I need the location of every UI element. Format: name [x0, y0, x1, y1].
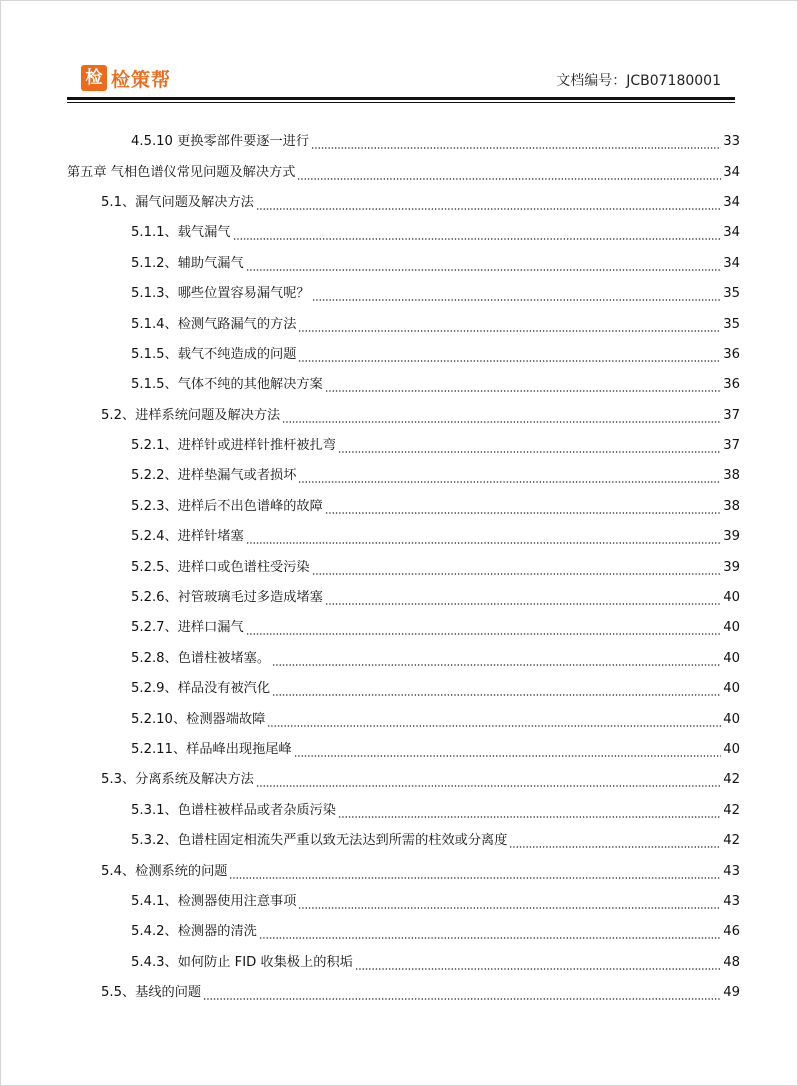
toc-leader-dots [338, 807, 721, 821]
toc-entry[interactable] [67, 461, 740, 491]
toc-leader-dots [246, 260, 722, 274]
toc-leader-dots [272, 655, 721, 669]
toc-leader-dots [229, 868, 721, 882]
toc-entry[interactable] [67, 765, 740, 795]
toc-leader-dots [272, 685, 721, 699]
toc-entry-page: 40 [723, 742, 740, 757]
toc-leader-dots [282, 412, 721, 426]
toc-entry-title: 5.2.4、进样针堵塞 [131, 529, 244, 545]
logo-text: 检策帮 [111, 68, 172, 91]
brand-logo [81, 63, 171, 93]
toc-leader-dots [325, 503, 721, 517]
toc-entry[interactable] [67, 704, 740, 734]
toc-leader-dots [311, 138, 721, 152]
toc-leader-dots [256, 776, 721, 790]
toc-leader-dots [325, 381, 721, 395]
toc-entry-title: 5.4、检测系统的问题 [101, 863, 228, 879]
toc-entry-title: 5.1、漏气问题及解决方法 [101, 194, 254, 210]
toc-leader-dots [298, 351, 721, 365]
toc-entry[interactable] [67, 948, 740, 978]
toc-entry-title: 5.3.2、色谱柱固定相流失严重以致无法达到所需的柱效或分离度 [131, 833, 508, 849]
toc-entry-title: 5.1.3、哪些位置容易漏气呢？ [131, 286, 310, 302]
header-rule-thick [67, 97, 735, 100]
toc-entry-title: 5.4.2、检测器的清洗 [131, 924, 257, 940]
toc-entry[interactable] [67, 492, 740, 522]
toc-entry-title: 5.2.5、进样口或色谱柱受污染 [131, 559, 310, 575]
toc-entry-page: 40 [723, 681, 740, 697]
toc-entry-title: 5.1.5、气体不纯的其他解决方案 [131, 377, 323, 393]
toc-entry-page: 35 [723, 286, 740, 302]
toc-entry-title: 5.4.1、检测器使用注意事项 [131, 893, 297, 909]
toc-entry[interactable] [67, 917, 740, 947]
toc-entry-title: 5.2.8、色谱柱被堵塞。 [131, 650, 271, 666]
toc-entry-page: 40 [723, 590, 740, 606]
toc-entry-page: 42 [723, 772, 740, 788]
toc-entry-page: 42 [723, 833, 740, 849]
toc-entry-title: 5.2.3、进样后不出色谱峰的故障 [131, 498, 323, 514]
toc-entry-title: 5.1.5、载气不纯造成的问题 [131, 346, 297, 362]
toc-entry-title: 5.1.1、载气漏气 [131, 225, 231, 241]
document-number: 文档编号：JCB07180001 [556, 73, 721, 89]
toc-entry-title: 5.2.11、样品峰出现拖尾峰 [131, 742, 292, 757]
toc-leader-dots [246, 624, 722, 638]
toc-leader-dots [355, 959, 721, 973]
toc-entry-page: 48 [723, 954, 740, 970]
toc-leader-dots [338, 442, 721, 456]
page-header [67, 61, 735, 109]
toc-entry-title: 5.2、进样系统问题及解决方法 [101, 407, 281, 423]
toc-entry-title: 5.2.1、进样针或进样针推杆被扎弯 [131, 438, 336, 454]
toc-entry[interactable] [67, 583, 740, 613]
toc-entry-page: 38 [723, 498, 740, 514]
toc-entry[interactable] [67, 370, 740, 400]
toc-entry-title: 5.2.6、衬管玻璃毛过多造成堵塞 [131, 590, 323, 606]
toc-entry[interactable] [67, 796, 740, 826]
toc-leader-dots [325, 594, 721, 608]
toc-leader-dots [509, 837, 721, 851]
toc-entry[interactable] [67, 127, 740, 157]
header-rule-thin [67, 102, 735, 103]
toc-entry-page: 33 [723, 134, 740, 150]
toc-leader-dots [298, 898, 721, 912]
toc-entry-page: 34 [723, 164, 740, 180]
toc-entry[interactable] [67, 856, 740, 886]
toc-entry[interactable] [67, 340, 740, 370]
toc-entry[interactable] [67, 613, 740, 643]
toc-entry-title: 5.2.10、检测器端故障 [131, 711, 266, 727]
toc-entry-title: 5.2.9、样品没有被汽化 [131, 681, 271, 697]
logo-mark-icon: 检 [81, 65, 107, 91]
toc-entry-page: 35 [723, 316, 740, 332]
toc-entry-title: 5.3、分离系统及解决方法 [101, 772, 254, 788]
toc-entry-title: 4.5.10 更换零部件要逐一进行 [131, 134, 310, 150]
toc-leader-dots [312, 564, 722, 578]
toc-leader-dots [246, 533, 722, 547]
toc-entry[interactable] [67, 431, 740, 461]
toc-entry-page: 40 [723, 650, 740, 666]
table-of-contents [67, 127, 740, 1008]
toc-entry[interactable] [67, 157, 740, 187]
toc-entry[interactable] [67, 644, 740, 674]
toc-entry-page: 37 [723, 407, 740, 423]
toc-entry[interactable] [67, 522, 740, 552]
toc-leader-dots [267, 716, 721, 730]
toc-entry[interactable] [67, 188, 740, 218]
toc-entry-page: 36 [723, 377, 740, 393]
toc-entry[interactable] [67, 735, 740, 765]
toc-entry[interactable] [67, 826, 740, 856]
toc-entry-title: 5.4.3、如何防止 FID 收集极上的积垢 [131, 954, 353, 970]
toc-entry-page: 37 [723, 438, 740, 454]
toc-entry-title: 5.1.2、辅助气漏气 [131, 255, 244, 271]
toc-entry-page: 40 [723, 711, 740, 727]
toc-leader-dots [297, 169, 721, 183]
toc-entry-page: 39 [723, 559, 740, 575]
toc-leader-dots [298, 472, 721, 486]
toc-entry[interactable] [67, 279, 740, 309]
toc-leader-dots [259, 928, 721, 942]
toc-entry[interactable] [67, 218, 740, 248]
toc-entry-page: 39 [723, 529, 740, 545]
toc-entry-title: 5.2.7、进样口漏气 [131, 620, 244, 636]
toc-entry-page: 49 [723, 985, 740, 1001]
toc-entry[interactable] [67, 674, 740, 704]
toc-entry[interactable] [67, 552, 740, 582]
toc-entry[interactable] [67, 978, 740, 1008]
toc-entry-page: 42 [723, 802, 740, 818]
toc-leader-dots [203, 989, 721, 1003]
toc-entry-title: 第五章 气相色谱仪常见问题及解决方式 [67, 164, 296, 180]
toc-entry-page: 36 [723, 346, 740, 362]
toc-leader-dots [233, 229, 722, 243]
toc-entry[interactable] [67, 887, 740, 917]
toc-entry[interactable] [67, 309, 740, 339]
toc-entry[interactable] [67, 249, 740, 279]
toc-leader-dots [312, 290, 722, 304]
toc-entry-page: 34 [723, 194, 740, 210]
toc-entry-page: 46 [723, 924, 740, 940]
toc-entry-page: 43 [723, 863, 740, 879]
toc-entry-page: 34 [723, 255, 740, 271]
toc-entry-title: 5.5、基线的问题 [101, 985, 202, 1001]
toc-entry-title: 5.2.2、进样垫漏气或者损坏 [131, 468, 297, 484]
toc-entry[interactable] [67, 401, 740, 431]
toc-entry-title: 5.1.4、检测气路漏气的方法 [131, 316, 297, 332]
toc-entry-page: 38 [723, 468, 740, 484]
toc-entry-title: 5.3.1、色谱柱被样品或者杂质污染 [131, 802, 336, 818]
toc-leader-dots [294, 746, 722, 760]
toc-leader-dots [256, 199, 721, 213]
toc-entry-page: 40 [723, 620, 740, 636]
toc-entry-page: 34 [723, 225, 740, 241]
toc-entry-page: 43 [723, 893, 740, 909]
toc-leader-dots [298, 321, 721, 335]
